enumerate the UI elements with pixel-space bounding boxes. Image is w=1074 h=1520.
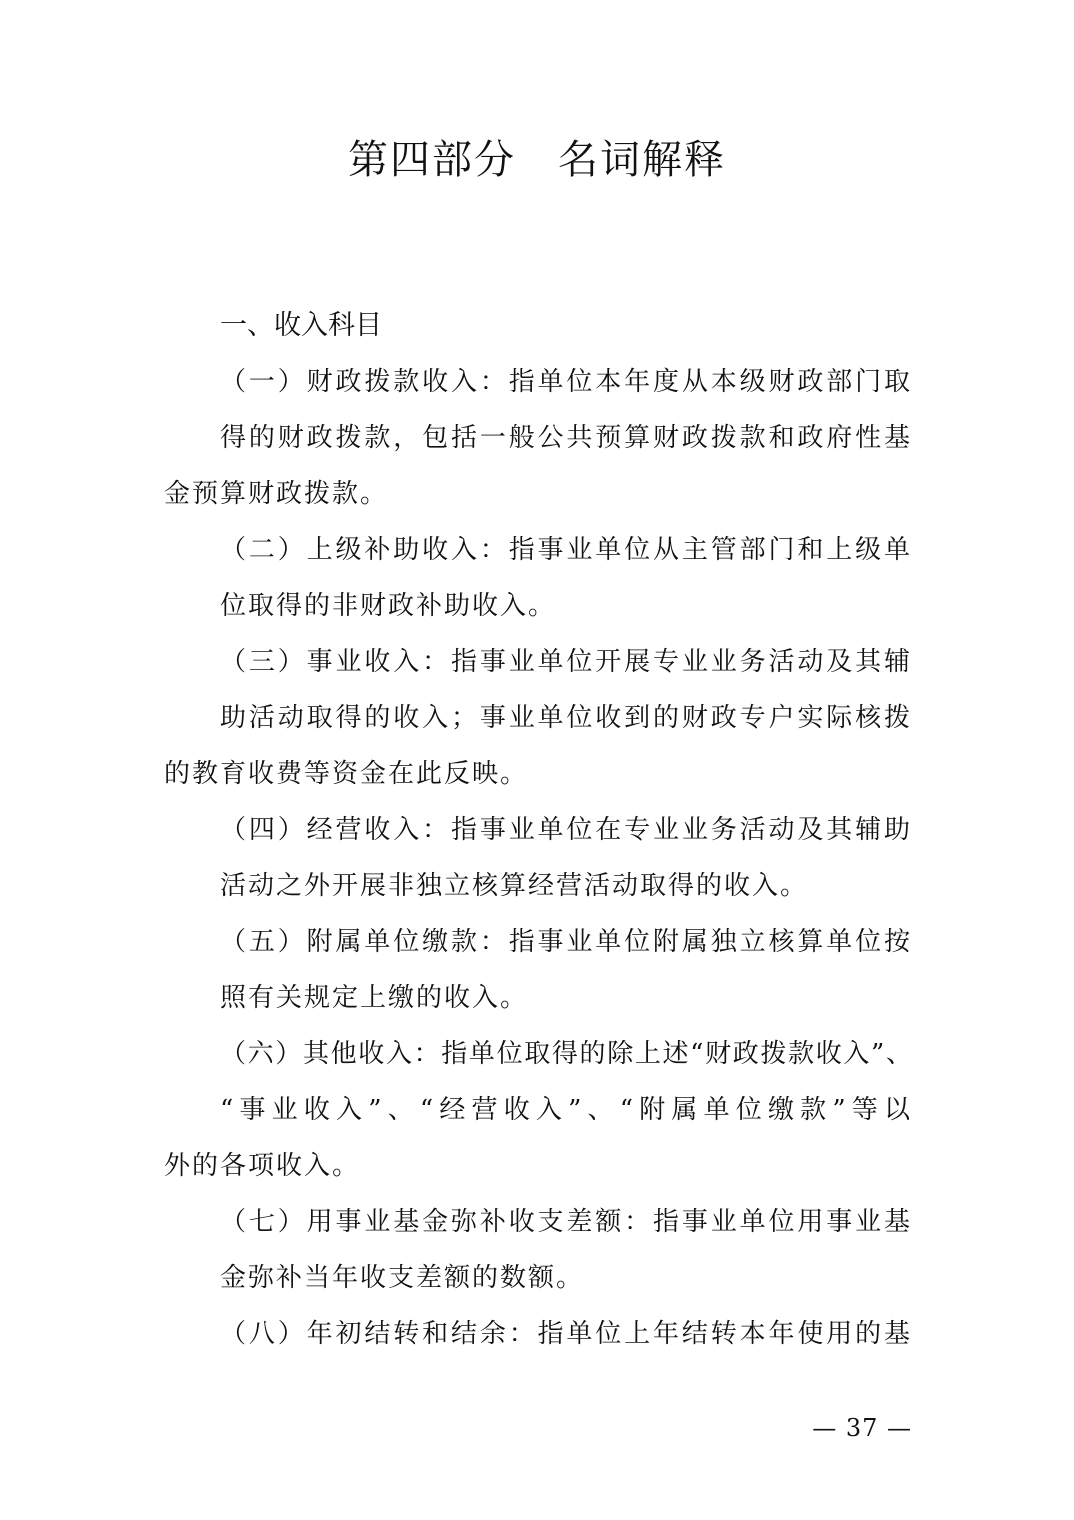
paragraph-line: （八）年初结转和结余：指单位上年结转本年使用的基 [220,1319,912,1349]
paragraph-line: 位取得的非财政补助收入。 [220,591,557,621]
paragraph-line: （五）附属单位缴款：指事业单位附属独立核算单位按 [220,927,912,957]
paragraph-line: （四）经营收入：指事业单位在专业业务活动及其辅助 [220,815,912,845]
paragraph-line: 的教育收费等资金在此反映。 [164,759,529,789]
page-title: 第四部分 名词解释 [348,137,726,183]
paragraph-line: 金预算财政拨款。 [164,479,389,509]
paragraph-line: （二）上级补助收入：指事业单位从主管部门和上级单 [220,535,912,565]
page-number: — 37 — [812,1414,912,1442]
paragraph-line: 助活动取得的收入；事业单位收到的财政专户实际核拨 [220,703,912,733]
paragraph-line: （六）其他收入：指单位取得的除上述“财政拨款收入”、 [220,1039,912,1069]
section-heading: 一、收入科目 [220,310,382,341]
paragraph-line: “事业收入”、“经营收入”、“附属单位缴款”等以 [220,1095,912,1125]
paragraph-line: （一）财政拨款收入：指单位本年度从本级财政部门取 [220,367,912,397]
paragraph-line: （七）用事业基金弥补收支差额：指事业单位用事业基 [220,1207,912,1237]
paragraph-line: 活动之外开展非独立核算经营活动取得的收入。 [220,871,809,901]
paragraph-line: 金弥补当年收支差额的数额。 [220,1263,585,1293]
paragraph-line: 照有关规定上缴的收入。 [220,983,529,1013]
paragraph-line: 外的各项收入。 [164,1151,361,1181]
paragraph-line: （三）事业收入：指事业单位开展专业业务活动及其辅 [220,647,912,677]
paragraph-line: 得的财政拨款，包括一般公共预算财政拨款和政府性基 [220,423,912,453]
